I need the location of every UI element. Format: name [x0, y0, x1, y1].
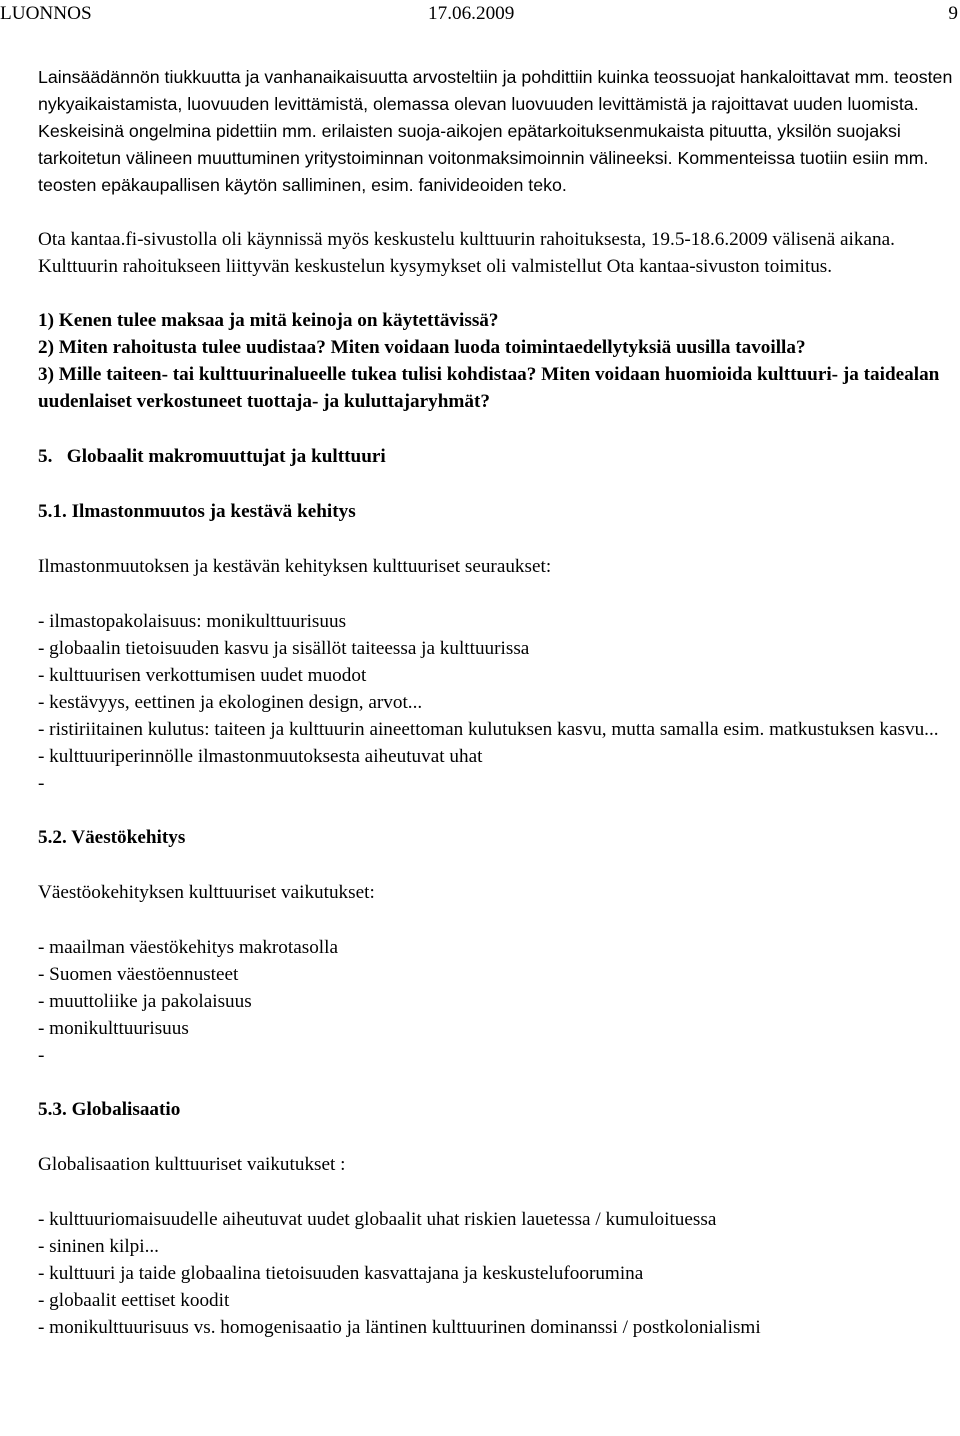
list-item: - kulttuuri ja taide globaalina tietoisuuden kasvattajana ja keskustelufoorumina: [38, 1263, 644, 1284]
section-5-3-title: 5.3. Globalisaatio: [38, 1099, 181, 1120]
question-list: [38, 307, 956, 415]
section-5-2-title: 5.2. Väestökehitys: [38, 827, 186, 848]
list-item: - globaalit eettiset koodit: [38, 1290, 230, 1311]
list-item: - kulttuuriperinnölle ilmastonmuutoksesta aiheutuvat uhat: [38, 746, 483, 767]
list-item: - muuttoliike ja pakolaisuus: [38, 991, 252, 1012]
section-5-1-title: 5.1. Ilmastonmuutos ja kestävä kehitys: [38, 501, 356, 522]
page-header: [0, 0, 960, 28]
list-item: - kestävyys, eettinen ja ekologinen design, arvot...: [38, 692, 423, 713]
draft-label: LUONNOS: [0, 3, 92, 24]
list-item: - monikulttuurisuus vs. homogenisaatio ja läntinen kulttuurinen dominanssi / postkolonialismi: [38, 1317, 761, 1338]
section-5-3-list: [38, 1206, 956, 1341]
header-date: 17.06.2009: [428, 3, 515, 24]
question-item: 1) Kenen tulee maksaa ja mitä keinoja on käytettävissä?: [38, 310, 499, 331]
section-5-2-list: [38, 934, 956, 1069]
section-5-1-list: [38, 608, 956, 797]
question-item: 3) Mille taiteen- tai kulttuurinalueelle tukea tulisi kohdistaa? Miten voidaan huomioida kulttuuri- ja taidealan uudenlaiset verkostuneet tuottaja- ja kuluttajaryhmät?: [38, 364, 940, 412]
list-item: -: [38, 773, 45, 794]
list-item: - monikulttuurisuus: [38, 1018, 189, 1039]
question-item: 2) Miten rahoitusta tulee uudistaa? Miten voidaan luoda toimintaedellytyksiä uusilla tavoilla?: [38, 337, 806, 358]
section-5-2-intro: Väestöokehityksen kulttuuriset vaikutukset:: [38, 882, 375, 903]
list-item: - kulttuuriomaisuudelle aiheutuvat uudet globaalit uhat riskien lauetessa / kumuloituessa: [38, 1209, 717, 1230]
document-body: [38, 64, 956, 1368]
list-item: -: [38, 1045, 45, 1066]
section-5-3-intro: Globalisaation kulttuuriset vaikutukset :: [38, 1154, 346, 1175]
list-item: - ilmastopakolaisuus: monikulttuurisuus: [38, 611, 347, 632]
list-item: - ristiriitainen kulutus: taiteen ja kulttuurin aineettoman kulutuksen kasvu, mutta samalla esim. matkustuksen kasvu...: [38, 719, 939, 740]
section-5-1-intro: Ilmastonmuutoksen ja kestävän kehityksen kulttuuriset seuraukset:: [38, 556, 552, 577]
intro-paragraph: [38, 64, 956, 199]
list-item: - globaalin tietoisuuden kasvu ja sisällöt taiteessa ja kulttuurissa: [38, 638, 530, 659]
list-item: - kulttuurisen verkottumisen uudet muodot: [38, 665, 367, 686]
list-item: - sininen kilpi...: [38, 1236, 159, 1257]
intro-text: Lainsäädännön tiukkuutta ja vanhanaikaisuutta arvosteltiin ja pohdittiin kuinka teossuojat hankaloittavat mm. teosten nykyaikaistamista, luovuuden levittämistä, olemassa olevan luovuuden levittämistä ja rajoittavat uuden luomista. Keskeisinä ongelmina pidettiin mm. erilaisten suoja-aikojen epätarkoituksenmukaista pituutta, yksilön suojaksi tarkoitetun välineen muuttuminen yritystoiminnan voitonmaksimoinnin välineeksi. Kommenteissa tuotiin esiin mm. teosten epäkaupallisen käytön salliminen, esim. fanivideoiden teko.: [38, 67, 953, 195]
page-number: 9: [948, 3, 958, 24]
section-5-title: 5. Globaalit makromuuttujat ja kulttuuri: [38, 446, 386, 467]
list-item: - maailman väestökehitys makrotasolla: [38, 937, 338, 958]
list-item: - Suomen väestöennusteet: [38, 964, 239, 985]
kantaa-paragraph: Ota kantaa.fi-sivustolla oli käynnissä myös keskustelu kulttuurin rahoituksesta, 19.5-18.6.2009 välisenä aikana. Kulttuurin rahoitukseen liittyvän keskustelun kysymykset oli valmistellut Ota kantaa-sivuston toimitus.: [38, 229, 895, 277]
